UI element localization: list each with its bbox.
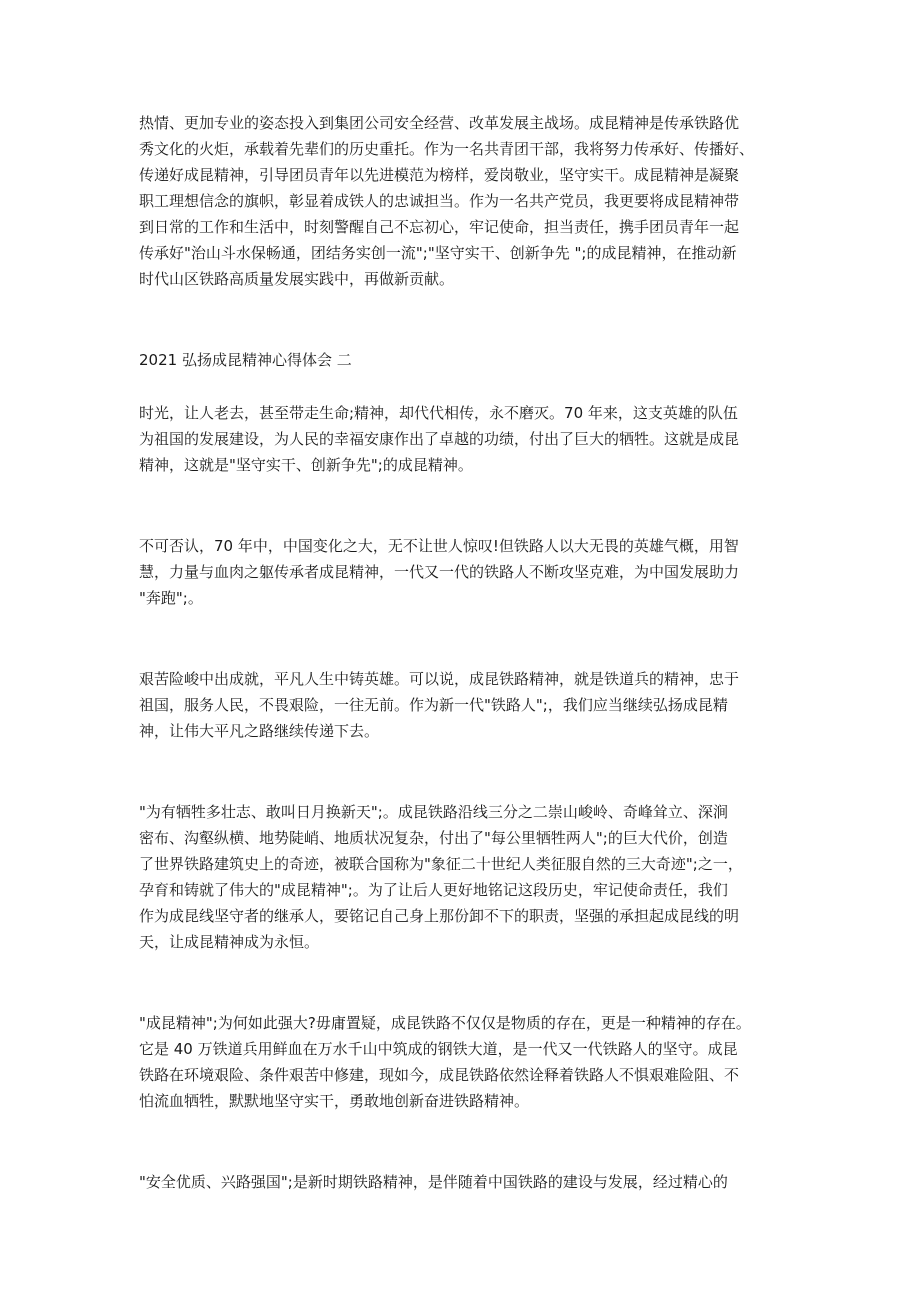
text-line: 慧，力量与血肉之躯传承者成昆精神，一代又一代的铁路人不断攻坚克难，为中国发展助力 xyxy=(139,563,740,581)
text-line: 传递好成昆精神，引导团员青年以先进模范为榜样，爱岗敬业，坚守实干。成昆精神是凝聚 xyxy=(139,166,740,184)
text-line: 到日常的工作和生活中，时刻警醒自己不忘初心，牢记使命，担当责任，携手团员青年一起 xyxy=(139,218,740,236)
text-line: 天，让成昆精神成为永恒。 xyxy=(139,933,320,951)
text-line: "成昆精神";为何如此强大?毋庸置疑，成昆铁路不仅仅是物质的存在，更是一种精神的存在。 xyxy=(139,1014,751,1032)
text-line: 孕育和铸就了伟大的"成昆精神";。为了让后人更好地铭记这段历史，牢记使命责任，我们 xyxy=(139,881,728,899)
text-line: 为祖国的发展建设，为人民的幸福安康作出了卓越的功绩，付出了巨大的牺牲。这就是成昆 xyxy=(139,430,740,448)
intro-paragraph xyxy=(139,110,789,292)
paragraph xyxy=(139,400,789,478)
text-line: "奔跑";。 xyxy=(139,589,203,607)
text-line: 神，让伟大平凡之路继续传递下去。 xyxy=(139,722,380,740)
text-line: 它是 40 万铁道兵用鲜血在万水千山中筑成的钢铁大道，是一代又一代铁路人的坚守。成昆 xyxy=(139,1040,738,1058)
text-line: 艰苦险峻中出成就，平凡人生中铸英雄。可以说，成昆铁路精神，就是铁道兵的精神，忠于 xyxy=(139,670,740,688)
text-line: "为有牺牲多壮志、敢叫日月换新天";。成昆铁路沿线三分之二崇山峻岭、奇峰耸立、深涧 xyxy=(139,803,728,821)
text-line: 密布、沟壑纵横、地势陡峭、地质状况复杂，付出了"每公里牺牲两人";的巨大代价，创造 xyxy=(139,829,728,847)
paragraph xyxy=(139,533,789,611)
document-page xyxy=(139,110,789,1195)
text-line: 传承好"治山斗水保畅通，团结务实创一流";"坚守实干、创新争先 ";的成昆精神，在推动新 xyxy=(139,244,737,262)
text-line: 秀文化的火炬，承载着先辈们的历史重托。作为一名共青团干部，我将努力传承好、传播好、 xyxy=(139,140,755,158)
paragraph xyxy=(139,1010,789,1114)
text-line: 职工理想信念的旗帜，彰显着成铁人的忠诚担当。作为一名共产党员，我更要将成昆精神带 xyxy=(139,192,740,210)
text-line: 精神，这就是"坚守实干、创新争先";的成昆精神。 xyxy=(139,456,473,474)
text-line: "安全优质、兴路强国";是新时期铁路精神，是伴随着中国铁路的建设与发展，经过精心的 xyxy=(139,1173,728,1191)
text-line: 热情、更加专业的姿态投入到集团公司安全经营、改革发展主战场。成昆精神是传承铁路优 xyxy=(139,114,740,132)
text-line: 时光，让人老去，甚至带走生命;精神，却代代相传，永不磨灭。70 年来，这支英雄的队伍 xyxy=(139,404,738,422)
text-line: 铁路在环境艰险、条件艰苦中修建，现如今，成昆铁路依然诠释着铁路人不惧艰难险阻、不 xyxy=(139,1066,740,1084)
text-line: 祖国，服务人民，不畏艰险，一往无前。作为新一代"铁路人";，我们应当继续弘扬成昆精 xyxy=(139,696,728,714)
paragraph xyxy=(139,1169,789,1195)
text-line: 了世界铁路建筑史上的奇迹，被联合国称为"象征二十世纪人类征服自然的三大奇迹";之一， xyxy=(139,855,743,873)
section-heading: 2021 弘扬成昆精神心得体会 二 xyxy=(139,351,352,369)
text-line: 作为成昆线坚守者的继承人，要铭记自己身上那份卸不下的职责，坚强的承担起成昆线的明 xyxy=(139,907,740,925)
text-line: 时代山区铁路高质量发展实践中，再做新贡献。 xyxy=(139,270,455,288)
text-line: 不可否认，70 年中，中国变化之大，无不让世人惊叹!但铁路人以大无畏的英雄气概，用智 xyxy=(139,537,739,555)
paragraph xyxy=(139,666,789,744)
paragraph xyxy=(139,799,789,955)
text-line: 怕流血牺牲，默默地坚守实干，勇敢地创新奋进铁路精神。 xyxy=(139,1092,530,1110)
